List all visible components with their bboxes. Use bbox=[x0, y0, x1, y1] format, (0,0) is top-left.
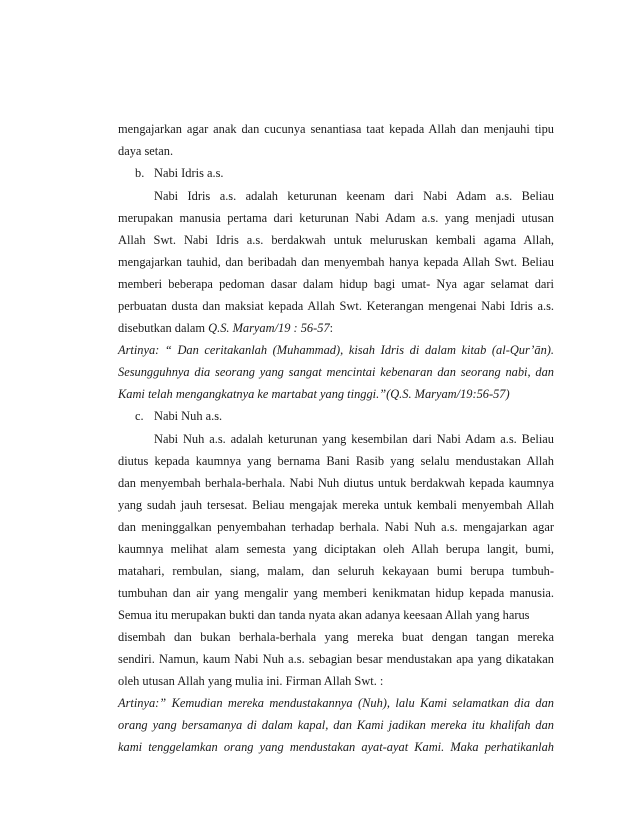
paragraph-line: yang sudah jauh tersesat. Beliau mengajak mereka untuk kembali menyembah Allah bbox=[118, 498, 554, 512]
paragraph-line: diutus kepada kaumnya yang bernama Bani Rasib yang selalu mendustakan Allah bbox=[118, 454, 554, 468]
paragraph-line-citation bbox=[118, 318, 554, 338]
paragraph-line: Allah Swt. Nabi Idris a.s. berdakwah untuk meluruskan kembali agama Allah, bbox=[118, 233, 554, 247]
subheading-text: Nabi Idris a.s. bbox=[154, 166, 224, 180]
paragraph-line: daya setan. bbox=[118, 144, 174, 158]
paragraph-line: kaumnya melihat alam semesta yang diciptakan oleh Allah berupa langit, bumi, bbox=[118, 542, 554, 556]
paragraph-line: mengajarkan agar anak dan cucunya senantiasa taat kepada Allah dan menjauhi tipu bbox=[118, 122, 554, 136]
paragraph-line: Nabi Idris a.s. adalah keturunan keenam dari Nabi Adam a.s. Beliau bbox=[154, 189, 554, 203]
quote-line: Artinya:” Kemudian mereka mendustakannya (Nuh), lalu Kami selamatkan dia dan bbox=[118, 696, 554, 710]
subheading-nabi-idris bbox=[135, 163, 554, 183]
subheading-nabi-nuh bbox=[135, 406, 554, 426]
paragraph-line: memberi beberapa pedoman dasar dalam hidup bagi umat- Nya agar selamat dari bbox=[118, 277, 554, 291]
list-label: c. bbox=[135, 409, 144, 423]
paragraph-line: mengajarkan tauhid, dan beribadah dan menyembah hanya kepada Allah Swt. Beliau bbox=[118, 255, 554, 269]
citation-colon: : bbox=[329, 321, 334, 335]
paragraph-line: Semua itu merupakan bukti dan tanda nyata akan adanya keesaan Allah yang harus bbox=[118, 608, 530, 622]
quote-line: kami tenggelamkan orang yang mendustakan ayat-ayat Kami. Maka perhatikanlah bbox=[118, 740, 554, 754]
paragraph-line: disembah dan bukan berhala-berhala yang mereka buat dengan tangan mereka bbox=[118, 630, 554, 644]
paragraph-line: merupakan manusia pertama dari keturunan Nabi Adam a.s. yang menjadi utusan bbox=[118, 211, 554, 225]
paragraph-line: Nabi Nuh a.s. adalah keturunan yang kesembilan dari Nabi Adam a.s. Beliau bbox=[154, 432, 554, 446]
paragraph-line: dan menyembah berhala-berhala. Nabi Nuh diutus untuk berdakwah kepada kaumnya bbox=[118, 476, 554, 490]
paragraph-line: dan meninggalkan penyembahan terhadap berhala. Nabi Nuh a.s. mengajarkan agar bbox=[118, 520, 554, 534]
citation-reference: Q.S. Maryam/19 : 56-57 bbox=[208, 321, 330, 335]
list-label: b. bbox=[135, 166, 145, 180]
paragraph-line: sendiri. Namun, kaum Nabi Nuh a.s. sebagian besar mendustakan apa yang dikatakan bbox=[118, 652, 554, 666]
quote-line: Kami telah mengangkatnya ke martabat yang tinggi.”(Q.S. Maryam/19:56-57) bbox=[118, 387, 510, 401]
quote-line: Artinya: “ Dan ceritakanlah (Muhammad), kisah Idris di dalam kitab (al-Qur’ān). bbox=[118, 343, 554, 357]
subheading-text: Nabi Nuh a.s. bbox=[154, 409, 223, 423]
citation-lead-text: disebutkan dalam bbox=[118, 321, 209, 335]
paragraph-line: tumbuhan dan air yang mengalir yang memberi kenikmatan hidup kepada manusia. bbox=[118, 586, 554, 600]
quote-line: Sesungguhnya dia seorang yang sangat mencintai kebenaran dan seorang nabi, dan bbox=[118, 365, 554, 379]
paragraph-line: matahari, rembulan, siang, malam, dan seluruh kekayaan bumi berupa tumbuh- bbox=[118, 564, 554, 578]
paragraph-line: oleh utusan Allah yang mulia ini. Firman Allah Swt. : bbox=[118, 674, 384, 688]
quote-line: orang yang bersamanya di dalam kapal, dan Kami jadikan mereka itu khalifah dan bbox=[118, 718, 554, 732]
paragraph-line: perbuatan dusta dan maksiat kepada Allah Swt. Keterangan mengenai Nabi Idris a.s. bbox=[118, 299, 554, 313]
